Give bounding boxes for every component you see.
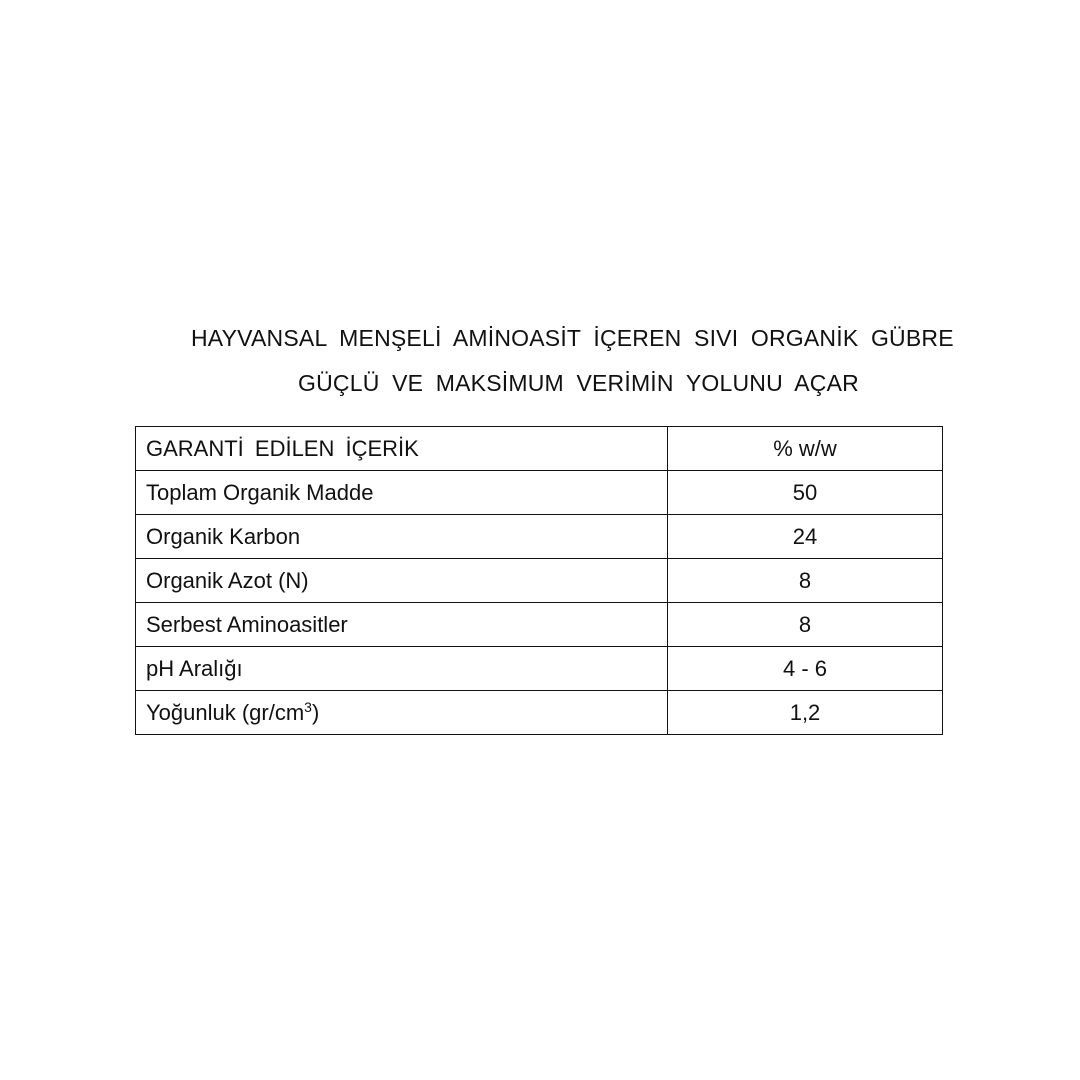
table-row bbox=[136, 515, 943, 559]
row-value-cell: 24 bbox=[668, 515, 943, 559]
row-label-cell bbox=[136, 691, 668, 735]
row-label-cell: Organik Azot (N) bbox=[136, 559, 668, 603]
table-row bbox=[136, 691, 943, 735]
row-value-cell: 8 bbox=[668, 603, 943, 647]
row-value-cell: 4 - 6 bbox=[668, 647, 943, 691]
table-header-row bbox=[136, 427, 943, 471]
row-value-cell: 50 bbox=[668, 471, 943, 515]
document-subtitle-line-2: GÜÇLÜ VE MAKSİMUM VERİMİN YOLUNU AÇAR bbox=[298, 370, 859, 396]
row-value-cell: 8 bbox=[668, 559, 943, 603]
header-label-cell: GARANTİ EDİLEN İÇERİK bbox=[136, 427, 668, 471]
row-label-cell: Serbest Aminoasitler bbox=[136, 603, 668, 647]
density-unit-superscript: 3 bbox=[304, 698, 312, 715]
table-row bbox=[136, 471, 943, 515]
row-label-cell: Organik Karbon bbox=[136, 515, 668, 559]
header-value-cell: % w/w bbox=[668, 427, 943, 471]
guaranteed-content-table bbox=[135, 426, 943, 735]
document-title-line-1: HAYVANSAL MENŞELİ AMİNOASİT İÇEREN SIVI ORGANİK GÜBRE bbox=[191, 325, 954, 351]
table-row bbox=[136, 559, 943, 603]
row-value-cell: 1,2 bbox=[668, 691, 943, 735]
table-row bbox=[136, 647, 943, 691]
density-label-suffix: ) bbox=[311, 699, 320, 725]
row-label-cell: pH Aralığı bbox=[136, 647, 668, 691]
table-row bbox=[136, 603, 943, 647]
row-label-cell: Toplam Organik Madde bbox=[136, 471, 668, 515]
density-label-prefix: Yoğunluk (gr/cm bbox=[146, 699, 305, 725]
